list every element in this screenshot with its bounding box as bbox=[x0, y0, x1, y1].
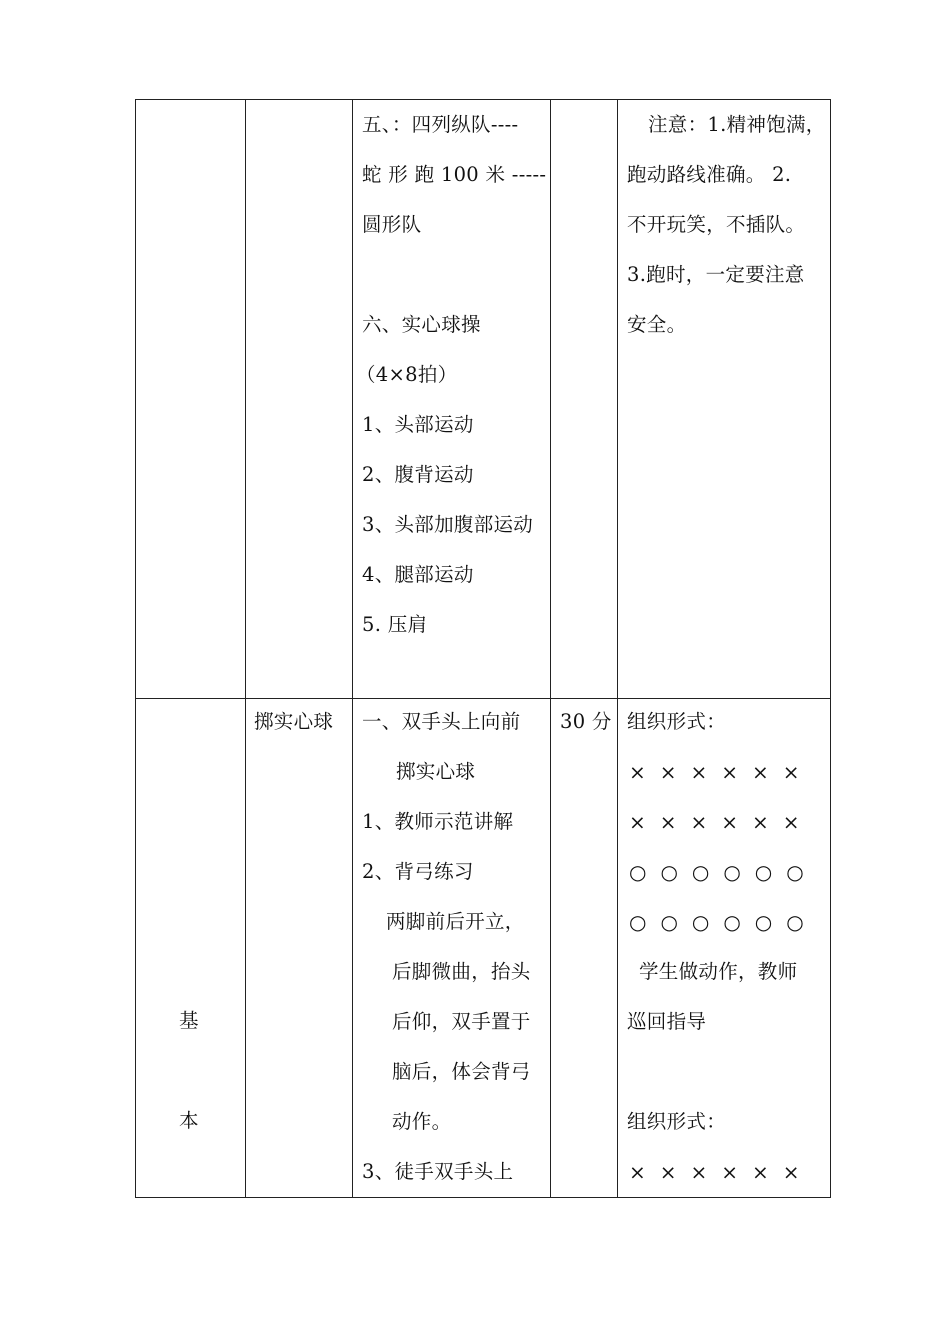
topic-cell: 掷实心球 bbox=[254, 710, 334, 733]
notes-line: 学生做动作，教师 bbox=[639, 960, 798, 983]
content-line: 1、头部运动 bbox=[362, 413, 474, 436]
notes-line: 巡回指导 bbox=[627, 1010, 707, 1033]
content-line: 一、双手头上向前 bbox=[362, 710, 521, 733]
content-line: 两脚前后开立， bbox=[386, 910, 525, 933]
content-line: 后仰，双手置于 bbox=[392, 1010, 531, 1033]
content-line: 掷实心球 bbox=[396, 760, 476, 783]
formation-row: ×××××× bbox=[629, 1160, 814, 1184]
content-line: 五、：四列纵队---- bbox=[362, 113, 519, 136]
notes-line: 组织形式： bbox=[627, 1110, 727, 1133]
formation-row: ○○○○○○ bbox=[629, 910, 818, 934]
column-divider bbox=[245, 100, 246, 1197]
content-line: 圆形队 bbox=[362, 213, 422, 236]
notes-line: 注意：1.精神饱满， bbox=[648, 113, 826, 136]
content-line: 蛇 形 跑 100 米 ----- bbox=[362, 163, 547, 186]
notes-line: 3.跑时，一定要注意 bbox=[627, 263, 805, 286]
content-line: 5. 压肩 bbox=[362, 613, 428, 636]
content-line: 3、头部加腹部运动 bbox=[362, 513, 534, 536]
formation-row: ×××××× bbox=[629, 760, 814, 784]
notes-line: 跑动路线准确。 2. bbox=[627, 163, 792, 186]
content-line: 4、腿部运动 bbox=[362, 563, 474, 586]
content-line: 六、实心球操 bbox=[362, 313, 481, 336]
notes-line: 组织形式： bbox=[627, 710, 727, 733]
column-divider bbox=[617, 100, 618, 1197]
formation-row: ○○○○○○ bbox=[629, 860, 818, 884]
lesson-plan-table bbox=[135, 99, 831, 1198]
column-divider bbox=[352, 100, 353, 1197]
notes-line: 不开玩笑，不插队。 bbox=[627, 213, 806, 236]
content-line: 2、背弓练习 bbox=[362, 860, 474, 883]
content-line: 2、腹背运动 bbox=[362, 463, 474, 486]
content-line: （4×8拍） bbox=[356, 363, 458, 386]
content-line: 3、徒手双手头上 bbox=[362, 1160, 514, 1183]
content-line: 动作。 bbox=[392, 1110, 452, 1133]
section-label: 基 bbox=[179, 1009, 199, 1032]
content-line: 后脚微曲，抬头 bbox=[392, 960, 531, 983]
duration-cell: 30 分 bbox=[560, 710, 612, 733]
content-line: 1、教师示范讲解 bbox=[362, 810, 514, 833]
column-divider bbox=[550, 100, 551, 1197]
section-label: 本 bbox=[179, 1109, 199, 1132]
notes-line: 安全。 bbox=[627, 313, 687, 336]
content-line: 脑后，体会背弓 bbox=[392, 1060, 531, 1083]
formation-row: ×××××× bbox=[629, 810, 814, 834]
